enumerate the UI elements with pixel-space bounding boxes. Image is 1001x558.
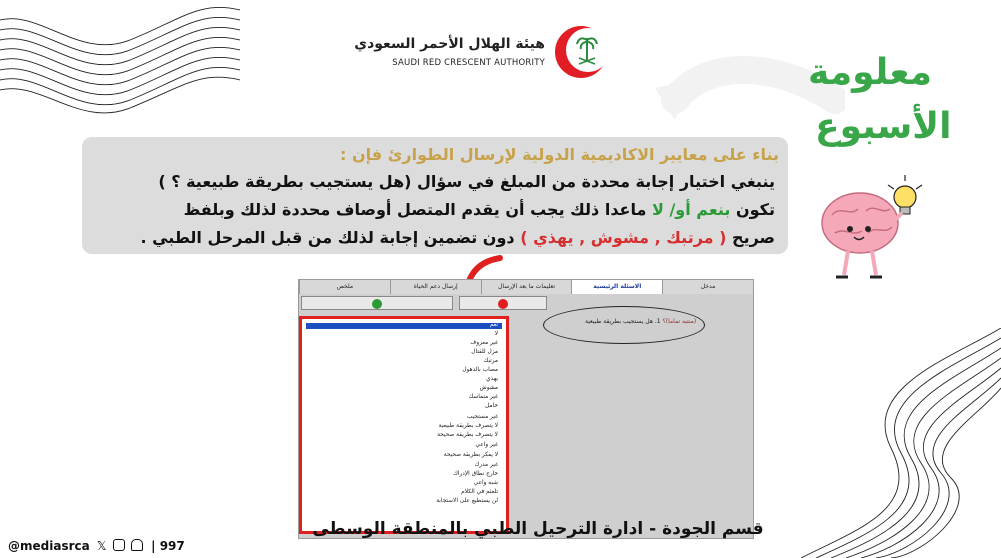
selected-option-highlight [306,323,502,329]
authority-name-en: SAUDI RED CRESCENT AUTHORITY [392,58,545,68]
brain-mascot-icon [810,175,930,295]
tab-post-dispatch[interactable]: تعليمات ما بعد الإرسال [481,280,572,294]
info-intro: بناء على معايير الاكاديمية الدولية لإرسال الطوارئ فإن : [340,145,779,164]
option[interactable]: مزل للقتال [471,349,498,355]
option[interactable]: لن يستطيع على الاستجابة [436,498,498,504]
tab-life-support[interactable]: إرسال دعم الحياة [390,280,481,294]
option[interactable]: غير مدرك [474,462,498,468]
back-button[interactable] [459,296,547,310]
question-highlight-ellipse [543,306,705,344]
option[interactable]: غير معروف [470,340,498,346]
option[interactable]: نعم [489,322,498,328]
footer-department: قسم الجودة - ادارة الترحيل الطبي بالمنطقة الوسطى [312,519,764,539]
option[interactable]: شبه واعي [473,480,498,486]
tab-main-questions[interactable]: الاسئلة الرئيسية [571,280,662,294]
authority-name-ar: هيئة الهلال الأحمر السعودي [354,36,545,52]
dispatch-app-window [298,279,754,539]
info-line-2: ينبغي اختيار إجابة محددة من المبلغ في سؤال (هل يستجيب بطريقة طبيعية ؟ ) [158,172,775,191]
tab-entry[interactable]: مدخل [662,280,753,294]
option[interactable]: غير متماسك [468,394,498,400]
option[interactable]: يهذي [486,376,498,382]
social-bar [8,539,185,553]
option[interactable]: غير مستجيب [466,414,498,420]
question-text [585,318,696,325]
option[interactable]: لا يفكر بطريقة صحيحة [443,452,498,458]
green-arrow-icon [372,299,382,309]
crescent-icon [551,22,611,82]
option[interactable]: غير واعي [475,442,498,448]
option[interactable]: مرتبك [483,358,498,364]
info-line-3-part-a: تكون [730,200,775,219]
option[interactable]: لا [494,331,498,337]
nav-row [299,296,753,310]
authority-logo [354,22,615,84]
option[interactable]: لا يتصرف بطريقة طبيعية [438,423,498,429]
option[interactable]: لا يتصرف بطريقة صحيحة [437,432,498,438]
question-hint: (منتبه تماما)؟ [662,318,697,325]
x-icon: 𝕏 [96,539,107,553]
info-line-4-part-a: صريح [726,228,775,247]
info-line-4-red: ( مرتبك , مشوش , يهذي ) [520,228,727,247]
wave-lines-decoration [0,0,240,150]
app-tabbar [299,280,753,294]
headline-line1: معلومة [808,52,932,93]
instagram-icon [113,539,125,551]
option[interactable]: مصاب بالذهول [462,367,498,373]
info-line-4-part-b: دون تضمين إجابة لذلك من قبل المرحل الطبي . [140,228,521,247]
info-line-3-part-b: ماعدا ذلك يجب أن يقدم المتصل أوصاف محددة لذلك وبلفظ [183,200,652,219]
tab-summary[interactable]: ملخص [299,280,390,294]
option[interactable]: تلعثم في الكلام [461,489,498,495]
answer-listbox[interactable] [299,316,509,534]
hotline-number: | 997 [151,539,185,553]
info-line-3-green: بنعم أو/ لا [651,200,731,219]
headline-line2: الأسبوع [815,106,952,147]
option[interactable]: خامل [485,403,498,409]
wave-lines-decoration-bottom [801,328,1001,558]
info-line-4 [140,228,775,247]
info-line-3 [184,200,775,219]
question-label: 1. هل يستجيب بطريقة طبيعية [585,318,661,325]
red-arrow-small-icon [498,299,508,309]
option[interactable]: خارج نطاق الإدراك [453,471,498,477]
snapchat-icon [131,539,143,551]
next-button[interactable] [301,296,453,310]
social-handle: @mediasrca [8,539,90,553]
option[interactable]: مشوش [479,385,498,391]
